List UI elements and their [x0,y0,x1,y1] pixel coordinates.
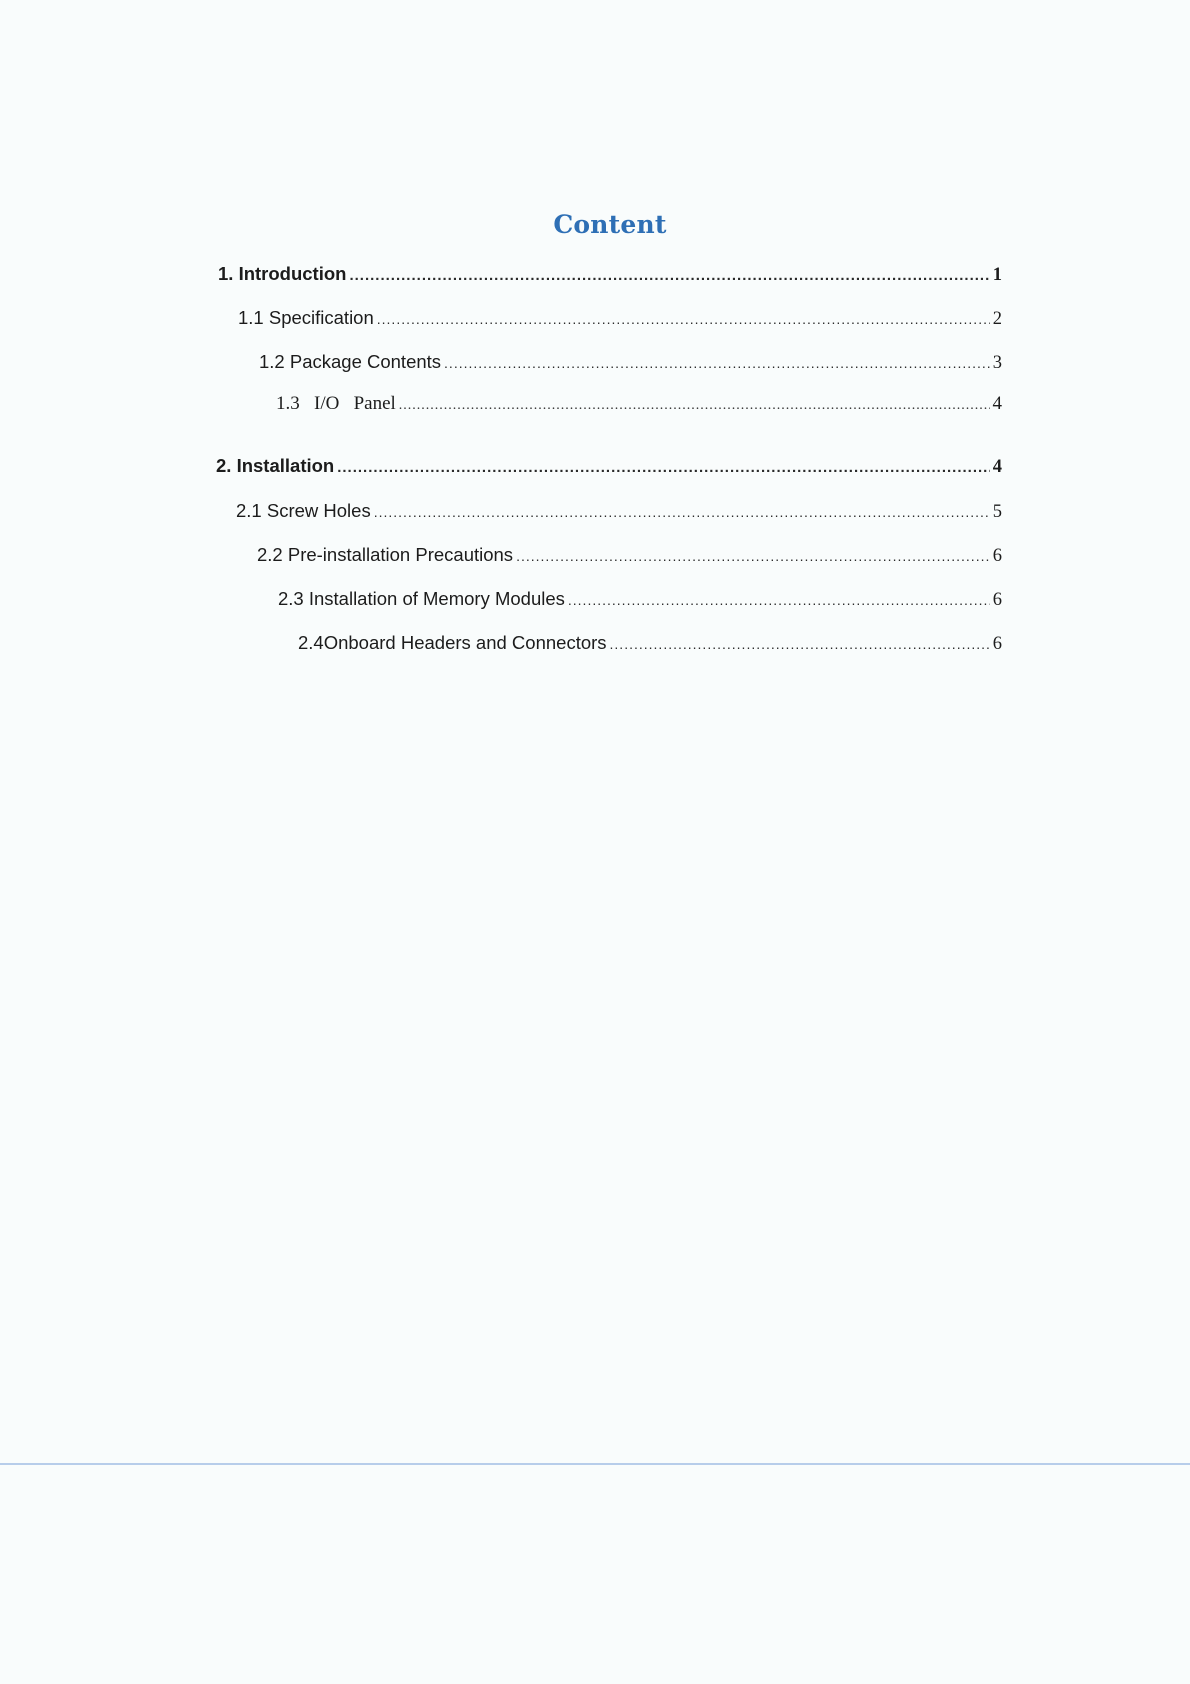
toc-entry-pre-installation-precautions[interactable] [257,544,1002,567]
toc-entry-label: 2.1 Screw Holes [236,500,371,521]
toc-page-number: 4 [992,457,1002,477]
toc-dot-leader [349,267,989,284]
toc-dot-leader [337,459,990,476]
toc-entry-onboard-headers[interactable] [298,632,1002,655]
toc-entry-io-panel[interactable] [276,393,1002,415]
toc-entry-label: 1.3 I/O Panel [276,393,396,414]
toc-page-number: 5 [992,502,1002,522]
toc-entry-memory-modules[interactable] [278,588,1002,611]
toc-dot-leader [374,504,990,520]
toc-dot-leader [444,355,990,371]
toc-entry-label: 1.1 Specification [238,307,374,328]
toc-entry-package-contents[interactable] [259,351,1002,374]
toc-entry-label: 2. Installation [216,455,335,476]
toc-page-number: 6 [992,546,1002,566]
toc-dot-leader [568,592,990,608]
toc-entry-label: 2.2 Pre-installation Precautions [257,544,514,565]
toc-entry-screw-holes[interactable] [236,500,1002,523]
toc-page-number: 2 [992,309,1002,329]
toc-page-number: 1 [992,265,1002,285]
toc-entry-label: 2.4Onboard Headers and Connectors [298,632,607,653]
toc-entry-installation[interactable] [216,455,1002,478]
toc-entry-label: 1.2 Package Contents [259,351,442,372]
toc-entry-label: 1. Introduction [218,263,347,284]
toc-entry-label: 2.3 Installation of Memory Modules [278,588,565,609]
toc-title: Content [553,210,667,239]
toc-page-number: 6 [992,590,1002,610]
toc-dot-leader [610,636,990,652]
toc-page-number: 4 [992,393,1002,414]
toc-dot-leader [377,311,990,327]
toc-entry-introduction[interactable] [218,263,1002,286]
toc-page-number: 3 [992,353,1002,373]
toc-dot-leader [399,398,990,414]
toc-page-number: 6 [992,634,1002,654]
toc-dot-leader [516,548,990,564]
toc-entry-specification[interactable] [238,307,1002,330]
footer-divider [0,1463,1190,1465]
